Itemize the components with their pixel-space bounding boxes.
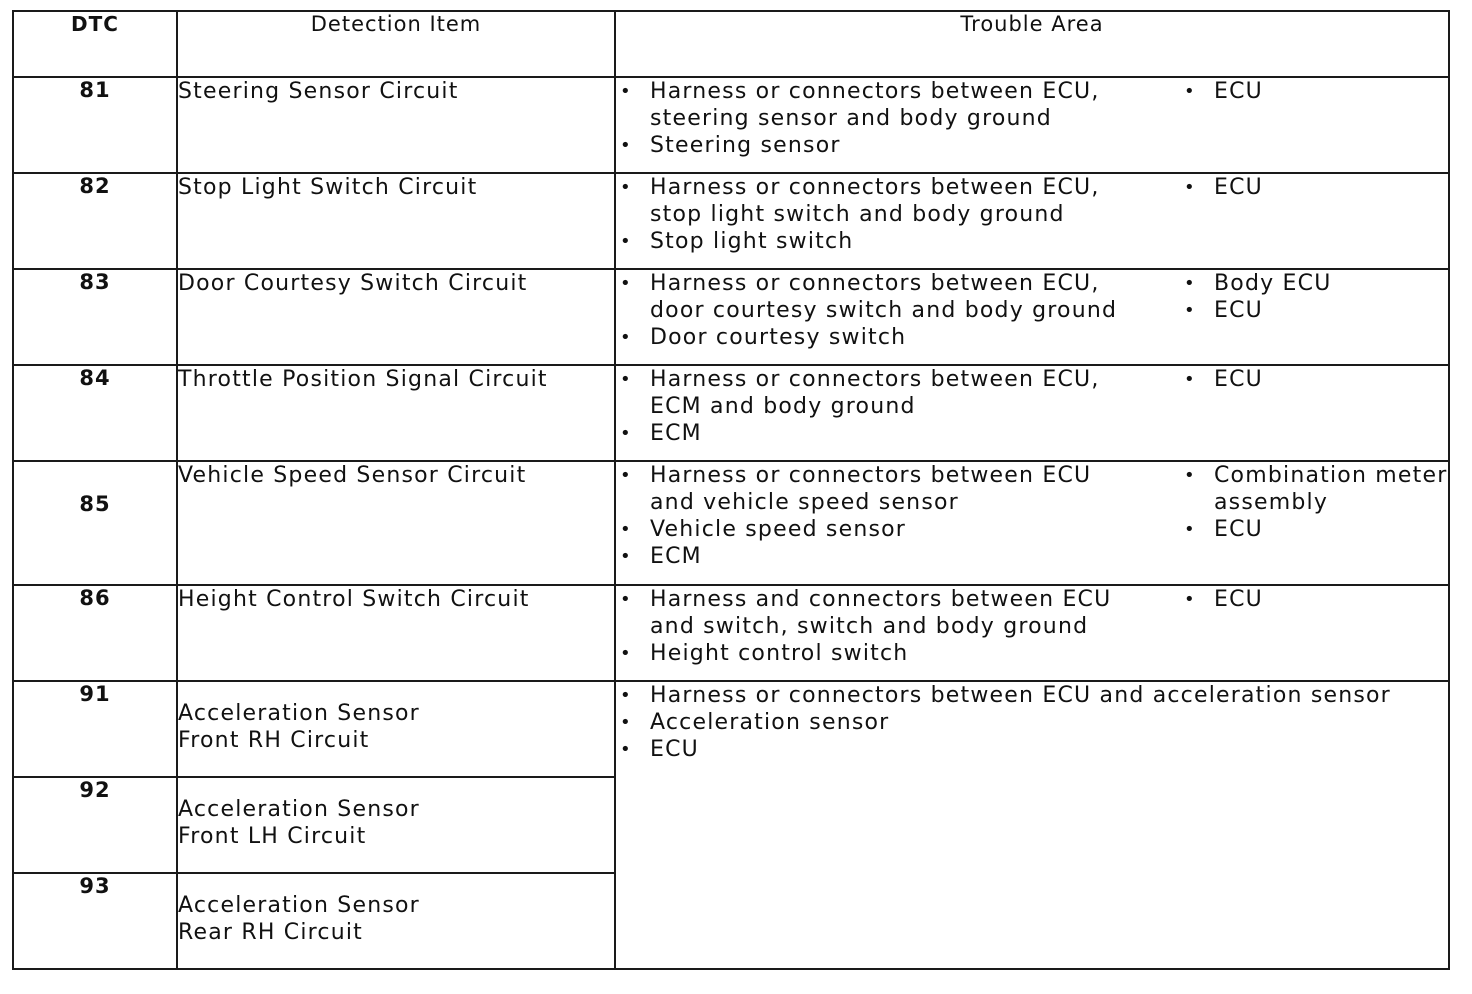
table-row-86: [13, 585, 1449, 681]
list-item: • ECU: [1180, 297, 1448, 324]
list-item: • Acceleration sensor: [616, 709, 1448, 736]
table-row-84: [13, 365, 1449, 461]
trouble-area-right-list: [1180, 174, 1448, 255]
detection-item: [177, 681, 615, 777]
detection-item: [177, 777, 615, 873]
list-item: • Harness or connectors between ECU, door courtesy switch and body ground: [616, 270, 1144, 324]
dtc-code: 85: [13, 461, 177, 585]
list-item: • ECU: [1180, 174, 1448, 201]
detection-item: Height Control Switch Circuit: [177, 585, 615, 681]
trouble-area-left-list: [616, 366, 1144, 447]
list-item: • Height control switch: [616, 640, 1144, 667]
trouble-area-left-list: [616, 174, 1144, 255]
list-item: • Vehicle speed sensor: [616, 516, 1144, 543]
list-item: • ECU: [1180, 516, 1448, 543]
dtc-code: 84: [13, 365, 177, 461]
trouble-area-right-list: [1180, 270, 1448, 351]
list-item: • Harness or connectors between ECU and acceleration sensor: [616, 682, 1448, 709]
table-row-85: [13, 461, 1449, 585]
detection-item: Throttle Position Signal Circuit: [177, 365, 615, 461]
trouble-area: [615, 365, 1449, 461]
trouble-area: [615, 269, 1449, 365]
trouble-area: [615, 461, 1449, 585]
trouble-area-right-list: [1180, 586, 1448, 667]
list-item: • Harness or connectors between ECU, steering sensor and body ground: [616, 78, 1144, 132]
list-item: • ECM: [616, 543, 1144, 570]
table-row-91: [13, 681, 1449, 777]
header-dtc: DTC: [13, 11, 177, 77]
detection-item-line1: Acceleration Sensor: [178, 701, 420, 726]
list-item: • Harness and connectors between ECU and switch, switch and body ground: [616, 586, 1144, 640]
dtc-code: 93: [13, 873, 177, 969]
list-item: • ECM: [616, 420, 1144, 447]
list-item: • ECU: [1180, 586, 1448, 613]
detection-item: Steering Sensor Circuit: [177, 77, 615, 173]
detection-item-line2: Front RH Circuit: [178, 728, 370, 753]
trouble-area-acceleration: [615, 681, 1449, 969]
detection-item: Door Courtesy Switch Circuit: [177, 269, 615, 365]
header-trouble-area: Trouble Area: [615, 11, 1449, 77]
list-item: • ECU: [616, 736, 1448, 763]
trouble-area: [615, 173, 1449, 269]
list-item: • Steering sensor: [616, 132, 1144, 159]
trouble-area: [615, 585, 1449, 681]
trouble-area-right-list: [1180, 78, 1448, 159]
list-item: • Harness or connectors between ECU and vehicle speed sensor: [616, 462, 1144, 516]
detection-item-line1: Acceleration Sensor: [178, 797, 420, 822]
list-item: • Stop light switch: [616, 228, 1144, 255]
table-row-81: [13, 77, 1449, 173]
trouble-area: [615, 77, 1449, 173]
trouble-area-right-list: [1180, 366, 1448, 447]
list-item: • Harness or connectors between ECU, ECM and body ground: [616, 366, 1144, 420]
trouble-area-list: [616, 682, 1448, 763]
list-item: • Combination meter assembly: [1180, 462, 1448, 516]
detection-item-line2: Front LH Circuit: [178, 824, 367, 849]
dtc-code: 82: [13, 173, 177, 269]
list-item: • Body ECU: [1180, 270, 1448, 297]
dtc-code: 91: [13, 681, 177, 777]
table-row-83: [13, 269, 1449, 365]
list-item: • Harness or connectors between ECU, stop light switch and body ground: [616, 174, 1144, 228]
table-row-82: [13, 173, 1449, 269]
trouble-area-left-list: [616, 270, 1144, 351]
trouble-area-left-list: [616, 78, 1144, 159]
header-detection-item: Detection Item: [177, 11, 615, 77]
detection-item: [177, 873, 615, 969]
list-item: • ECU: [1180, 78, 1448, 105]
trouble-area-left-list: [616, 462, 1144, 570]
detection-item-line2: Rear RH Circuit: [178, 920, 363, 945]
dtc-code: 81: [13, 77, 177, 173]
list-item: • ECU: [1180, 366, 1448, 393]
detection-item: Stop Light Switch Circuit: [177, 173, 615, 269]
dtc-code: 83: [13, 269, 177, 365]
detection-item: Vehicle Speed Sensor Circuit: [177, 461, 615, 585]
dtc-code: 92: [13, 777, 177, 873]
detection-item-line1: Acceleration Sensor: [178, 893, 420, 918]
dtc-code: 86: [13, 585, 177, 681]
trouble-area-left-list: [616, 586, 1144, 667]
trouble-area-right-list: [1180, 462, 1448, 570]
list-item: • Door courtesy switch: [616, 324, 1144, 351]
dtc-table: [12, 10, 1450, 970]
